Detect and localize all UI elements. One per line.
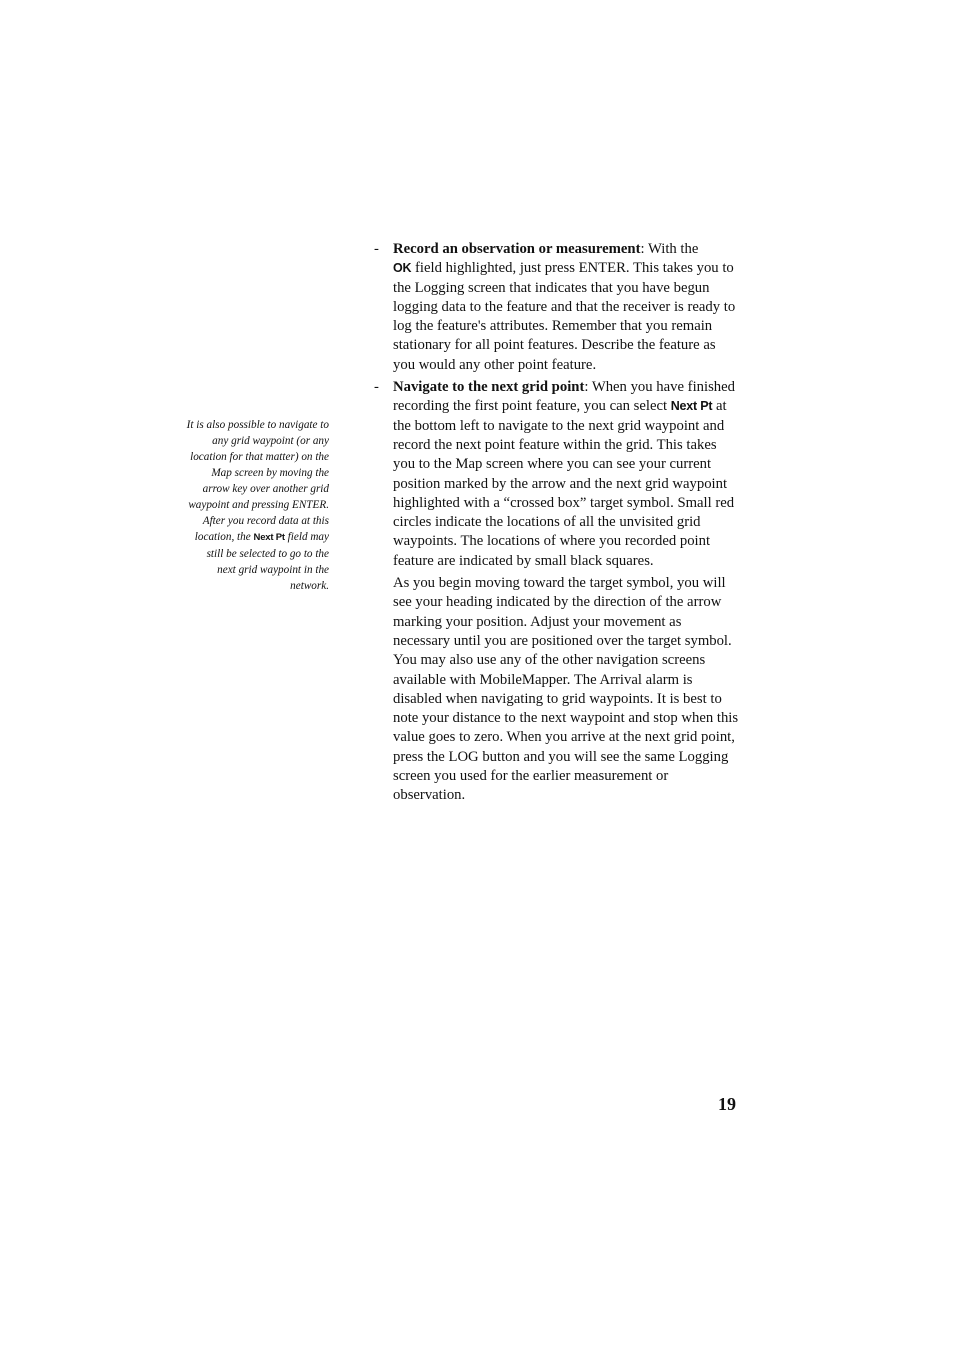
margin-note-text-before: It is also possible to navigate to any grid waypoint (or any location for that matter) on the Map screen by moving the arrow key over another grid waypoint and pressing ENTER. After you record data at this location, the (186, 419, 329, 543)
bullet-dash: - (374, 241, 379, 257)
bullet-record-observation (374, 240, 740, 375)
bullet-dash: - (374, 379, 379, 396)
bullet-heading: Navigate to the next grid point (393, 379, 585, 396)
margin-note-text-after: field may still be selected to go to the next grid waypoint in the network. (206, 531, 329, 592)
margin-note (186, 417, 329, 594)
main-text-column (374, 240, 740, 806)
bullet-heading: Record an observation or measurement (393, 241, 641, 257)
next-pt-field-reference: Next Pt (253, 532, 285, 543)
page-number: 19 (718, 1094, 736, 1114)
bullet-body (393, 240, 740, 375)
bullet-navigate-next-grid-point (374, 378, 740, 571)
continuation-paragraph: As you begin moving toward the target symbol, you will see your heading indicated by the direction of the arrow marking your position. Adjust your movement as necessary until you are positioned over the target symbol. You may also use any of the other navigation screens available with MobileMapper. The Arrival alarm is disabled when navigating to grid waypoints. It is best to note your distance to the next waypoint and stop when this value goes to zero. When you arrive at the next grid point, press the LOG button and you will see the same Logging screen you used for the earlier measurement or observation. (393, 575, 739, 804)
bullet-text: at the bottom left to navigate to the next grid waypoint and record the next point feature within the grid. This takes you to the Map screen where you can see your current position marked by the arrow and the next grid waypoint highlighted with a “crossed box” target symbol. Small red circles indicate the locations of all the unvisited grid waypoints. The locations of where you recorded point feature are indicated by small black squares. (393, 398, 735, 569)
bullet-body (393, 378, 740, 571)
bullet-lead-text: : With the (640, 241, 699, 257)
bullet-lead-text: : When you have finished recording the first point feature, you can select (393, 379, 735, 415)
bullet-text: field highlighted, just press ENTER. This takes you to the Logging screen that indicates that you have begun logging data to the feature and that the receiver is ready to log the feature's attributes. Remember that you remain stationary for all point features. Describe the feature as you would any other point feature. (393, 260, 736, 373)
ok-field-reference: OK (393, 261, 412, 276)
next-pt-field-reference: Next Pt (670, 399, 713, 414)
